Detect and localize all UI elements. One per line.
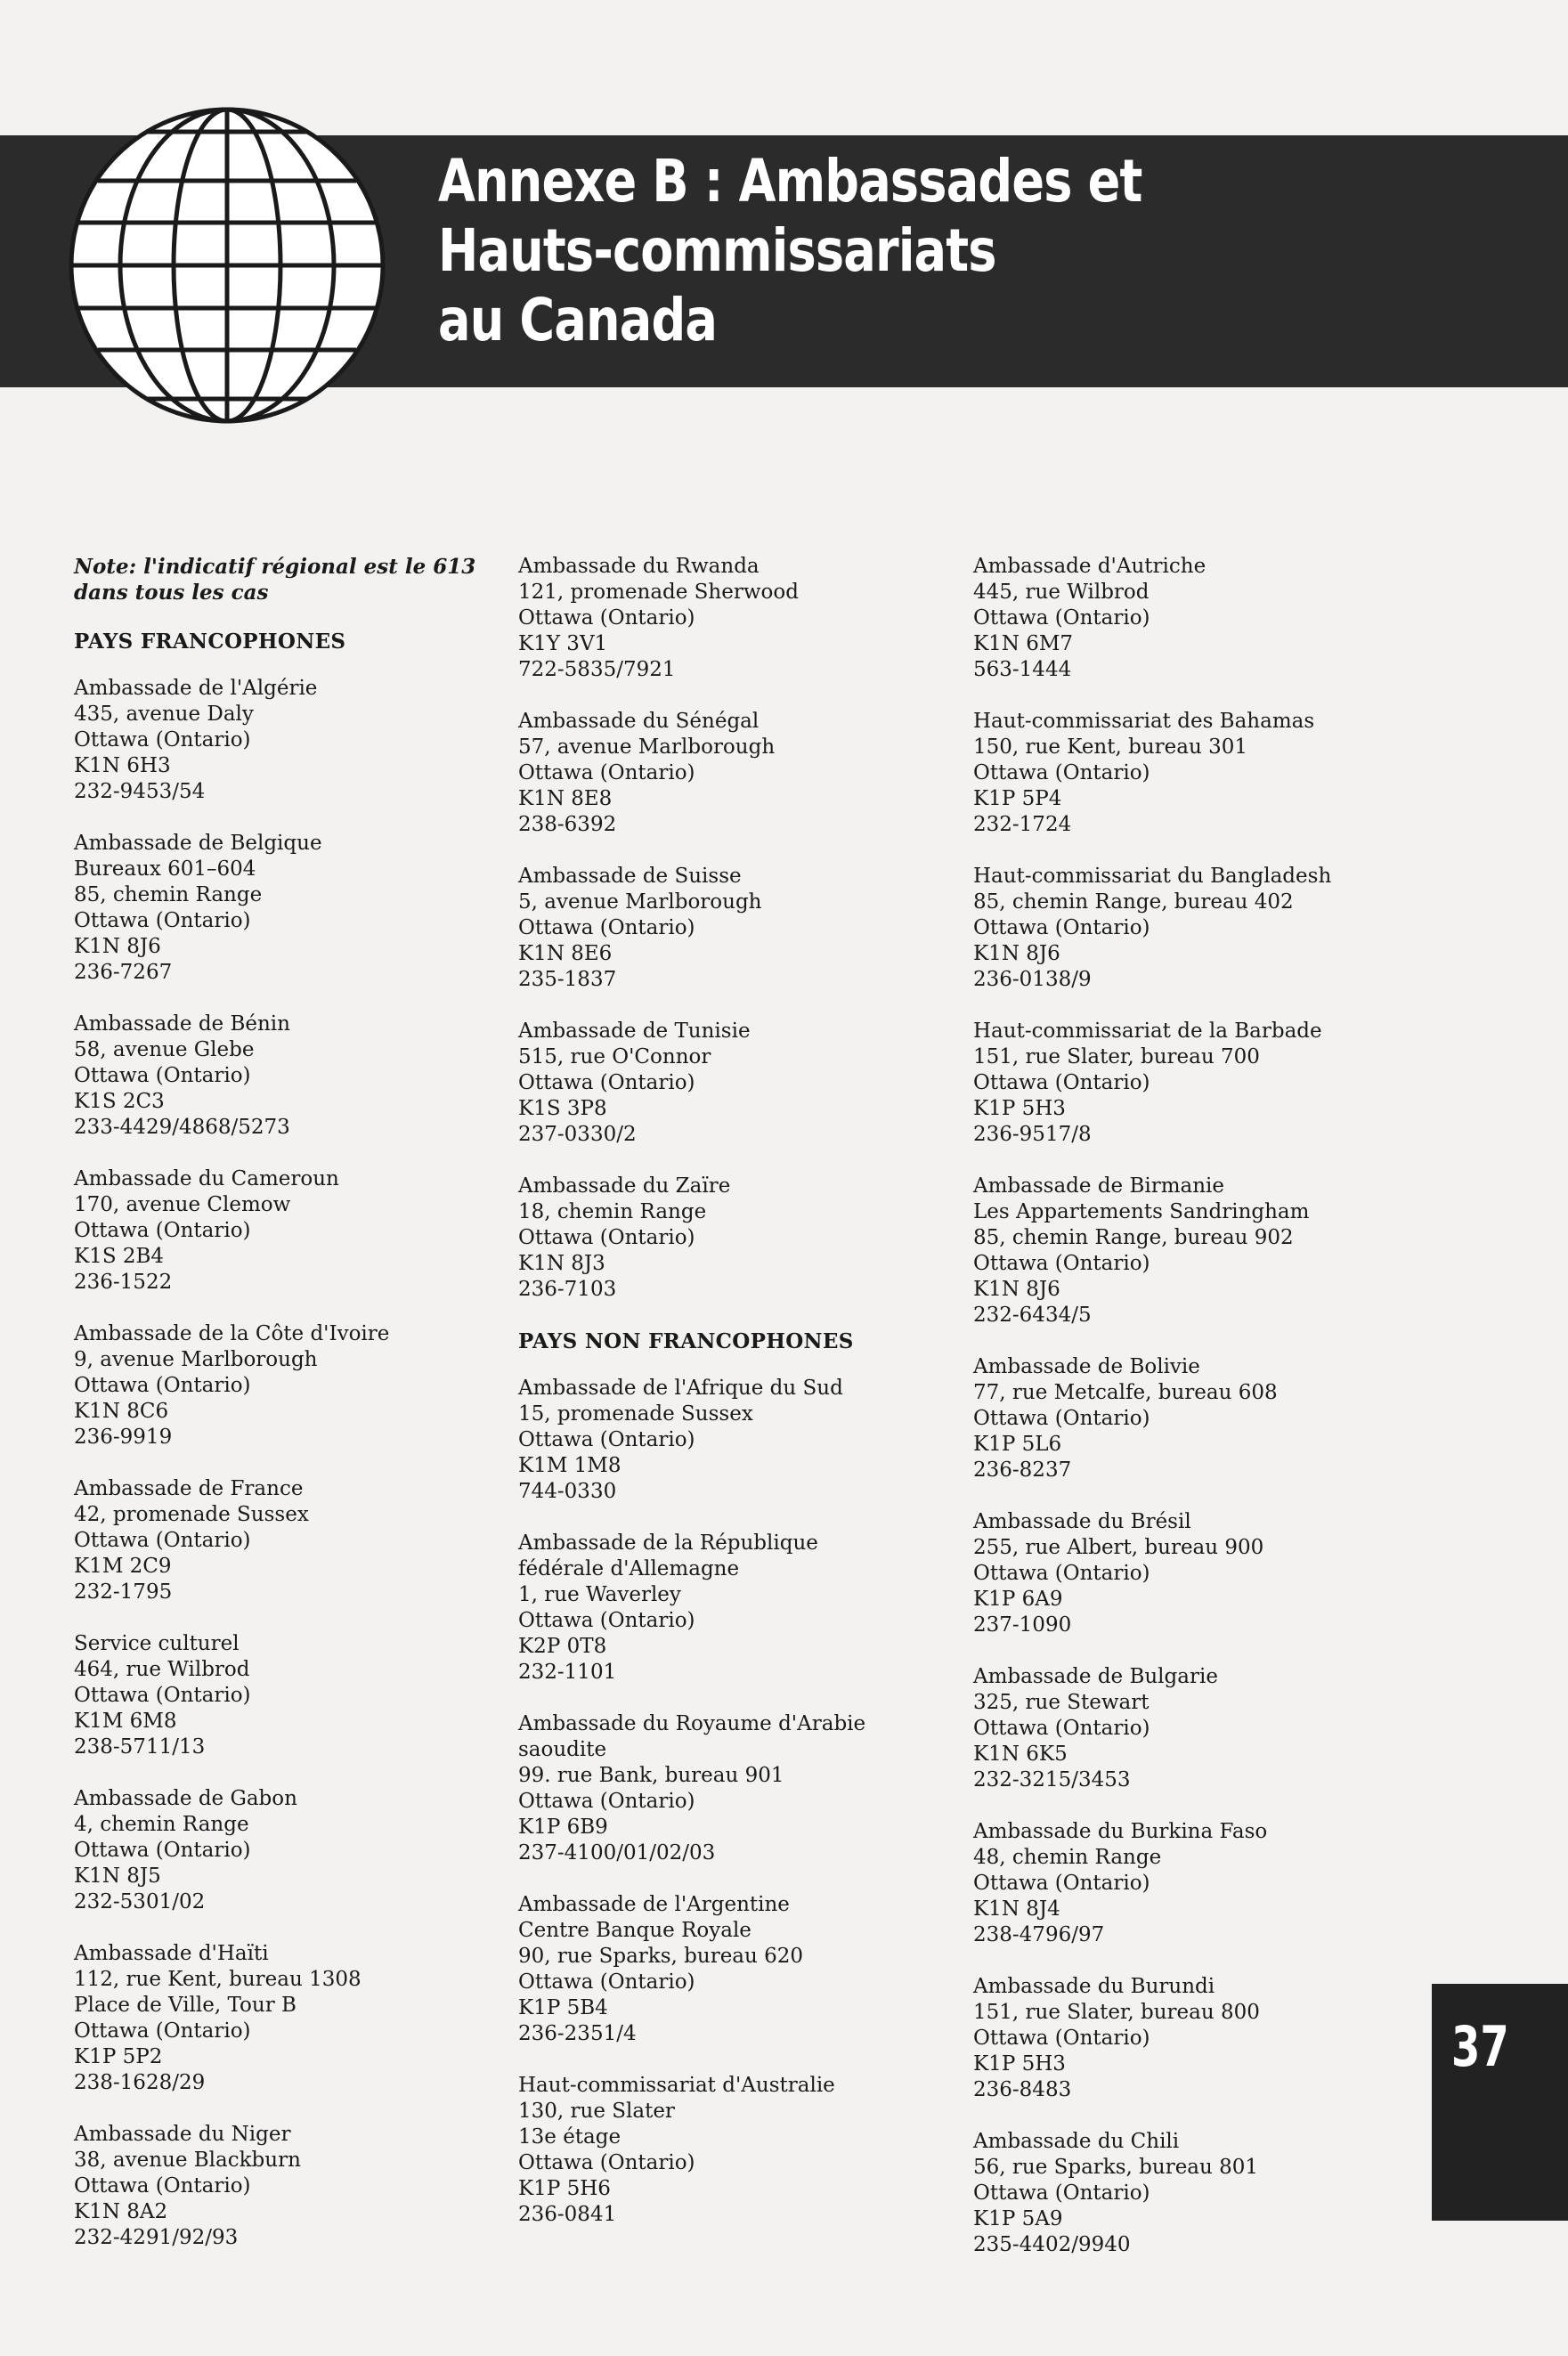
embassy-address-line: K1M 6M8 bbox=[74, 1710, 177, 1733]
list-non-francophones-c bbox=[973, 554, 1436, 2258]
embassy-entry bbox=[518, 1174, 955, 1303]
list-francophones-b bbox=[518, 554, 955, 1303]
embassy-address-line: 236-2351/4 bbox=[518, 2022, 637, 2045]
embassy-entry bbox=[518, 554, 955, 683]
embassy-address-line: 236-0841 bbox=[518, 2203, 617, 2226]
embassy-address-line: Ottawa (Ontario) bbox=[74, 1684, 251, 1707]
column-a bbox=[74, 554, 501, 2277]
embassy-address-line: 232-6434/5 bbox=[973, 1304, 1092, 1327]
embassy-address-line: K1N 8J5 bbox=[74, 1864, 161, 1888]
embassy-address-line: 232-1101 bbox=[518, 1661, 617, 1684]
embassy-name: Ambassade du Burundi bbox=[973, 1975, 1215, 1998]
embassy-address-line: Ottawa (Ontario) bbox=[973, 2181, 1150, 2205]
embassy-entry bbox=[973, 1509, 1436, 1638]
embassy-address-line: 85, chemin Range, bureau 402 bbox=[973, 890, 1294, 914]
embassy-address-line: Ottawa (Ontario) bbox=[518, 1071, 695, 1094]
embassy-address-line: K1P 5H6 bbox=[518, 2177, 611, 2200]
embassy-address-line: 233-4429/4868/5273 bbox=[74, 1116, 290, 1139]
embassy-address-line: Ottawa (Ontario) bbox=[74, 1529, 251, 1552]
embassy-entry bbox=[74, 1941, 501, 2096]
embassy-address-line: 1, rue Waverley bbox=[518, 1583, 681, 1606]
embassy-address-line: Ottawa (Ontario) bbox=[518, 1428, 695, 1451]
embassy-name: Ambassade de Bénin bbox=[74, 1012, 290, 1036]
embassy-address-line: 435, avenue Daly bbox=[74, 703, 254, 726]
embassy-address-line: 77, rue Metcalfe, bureau 608 bbox=[973, 1381, 1278, 1404]
embassy-address-line: Ottawa (Ontario) bbox=[518, 916, 695, 939]
embassy-address-line: Ottawa (Ontario) bbox=[74, 1374, 251, 1397]
embassy-entry bbox=[973, 1174, 1436, 1328]
embassy-address-line: 238-5711/13 bbox=[74, 1735, 206, 1759]
embassy-address-line: K1N 8J3 bbox=[518, 1252, 605, 1275]
embassy-entry bbox=[74, 1011, 501, 1141]
list-francophones-a bbox=[74, 676, 501, 2251]
embassy-address-line: 121, promenade Sherwood bbox=[518, 581, 799, 604]
embassy-address-line: K1N 6H3 bbox=[74, 754, 171, 777]
embassy-entry bbox=[518, 2073, 955, 2228]
embassy-entry bbox=[74, 676, 501, 805]
embassy-entry bbox=[518, 1531, 955, 1686]
embassy-address-line: Ottawa (Ontario) bbox=[74, 2174, 251, 2198]
embassy-address-line: Centre Banque Royale bbox=[518, 1919, 752, 1942]
embassy-address-line: K1S 2B4 bbox=[74, 1245, 165, 1268]
embassy-address-line: Ottawa (Ontario) bbox=[973, 2027, 1150, 2050]
embassy-entry bbox=[973, 1664, 1436, 1793]
embassy-address-line: K1M 2C9 bbox=[74, 1555, 172, 1578]
embassy-name: Ambassade d'Autriche bbox=[973, 555, 1206, 578]
embassy-address-line: 151, rue Slater, bureau 700 bbox=[973, 1045, 1260, 1068]
embassy-address-line: 57, avenue Marlborough bbox=[518, 735, 776, 759]
embassy-entry bbox=[74, 1786, 501, 1915]
note-text: l'indicatif régional est le 613 dans tous les cas bbox=[74, 555, 476, 605]
embassy-name: Ambassade de Gabon bbox=[74, 1787, 297, 1810]
embassy-name: Ambassade de l'Afrique du Sud bbox=[518, 1377, 843, 1400]
embassy-address-line: Ottawa (Ontario) bbox=[973, 1872, 1150, 1895]
embassy-address-line: Bureaux 601–604 bbox=[74, 857, 256, 881]
embassy-address-line: K1S 3P8 bbox=[518, 1097, 607, 1120]
embassy-address-line: Ottawa (Ontario) bbox=[74, 1064, 251, 1087]
embassy-address-line: 445, rue Wilbrod bbox=[973, 581, 1150, 604]
list-non-francophones-b bbox=[518, 1376, 955, 2228]
embassy-name: Ambassade de Suisse bbox=[518, 865, 742, 888]
embassy-name: Ambassade du Cameroun bbox=[74, 1167, 339, 1190]
note-label: Note: bbox=[74, 555, 137, 579]
embassy-address-line: 85, chemin Range bbox=[74, 883, 263, 906]
embassy-address-line: Ottawa (Ontario) bbox=[74, 2019, 251, 2043]
embassy-name: Ambassade de l'Algérie bbox=[74, 677, 318, 700]
embassy-entry bbox=[518, 709, 955, 838]
embassy-name: Ambassade du Rwanda bbox=[518, 555, 760, 578]
embassy-address-line: Ottawa (Ontario) bbox=[973, 1562, 1150, 1585]
embassy-name: Ambassade du Burkina Faso bbox=[973, 1820, 1268, 1843]
embassy-entry bbox=[973, 1354, 1436, 1483]
column-c bbox=[973, 554, 1436, 2284]
embassy-name: Ambassade d'Haïti bbox=[74, 1942, 269, 1965]
embassy-address-line: 232-3215/3453 bbox=[973, 1768, 1131, 1791]
embassy-address-line: 563-1444 bbox=[973, 658, 1072, 681]
embassy-address-line: 232-4291/92/93 bbox=[74, 2226, 239, 2249]
embassy-address-line: Ottawa (Ontario) bbox=[973, 1717, 1150, 1740]
embassy-entry bbox=[74, 1166, 501, 1296]
embassy-address-line: K1N 8E8 bbox=[518, 787, 613, 810]
embassy-name: Ambassade de la République bbox=[518, 1531, 818, 1555]
embassy-address-line: 150, rue Kent, bureau 301 bbox=[973, 735, 1247, 759]
embassy-address-line: Ottawa (Ontario) bbox=[973, 1407, 1150, 1430]
embassy-address-line: 235-1837 bbox=[518, 968, 617, 991]
embassy-address-line: 232-5301/02 bbox=[74, 1890, 206, 1913]
embassy-entry bbox=[973, 864, 1436, 993]
embassy-address-line: 238-1628/29 bbox=[74, 2071, 206, 2094]
embassy-address-line: K2P 0T8 bbox=[518, 1635, 607, 1658]
embassy-name: Ambassade de Belgique bbox=[74, 832, 322, 855]
embassy-address-line: 42, promenade Sussex bbox=[74, 1503, 309, 1526]
embassy-address-line: Ottawa (Ontario) bbox=[973, 606, 1150, 630]
embassy-address-line: 85, chemin Range, bureau 902 bbox=[973, 1226, 1294, 1249]
embassy-address-line: K1N 8J6 bbox=[973, 1278, 1060, 1301]
embassy-entry bbox=[74, 1631, 501, 1760]
embassy-address-line: 170, avenue Clemow bbox=[74, 1193, 291, 1216]
embassy-name: Ambassade du Sénégal bbox=[518, 710, 760, 733]
embassy-address-line: Ottawa (Ontario) bbox=[973, 916, 1150, 939]
embassy-address-line: Ottawa (Ontario) bbox=[74, 909, 251, 932]
embassy-address-line: 130, rue Slater bbox=[518, 2100, 675, 2123]
embassy-address-line: Ottawa (Ontario) bbox=[518, 606, 695, 630]
embassy-address-line: 236-7103 bbox=[518, 1278, 617, 1301]
embassy-address-line: K1N 8E6 bbox=[518, 942, 613, 965]
embassy-address-line: 99. rue Bank, bureau 901 bbox=[518, 1764, 784, 1787]
embassy-address-line: 112, rue Kent, bureau 1308 bbox=[74, 1968, 362, 1991]
embassy-address-line: 38, avenue Blackburn bbox=[74, 2149, 301, 2172]
embassy-address-line: 4, chemin Range bbox=[74, 1813, 249, 1836]
title-line-3: au Canada bbox=[438, 286, 718, 354]
embassy-address-line: Les Appartements Sandringham bbox=[973, 1200, 1310, 1223]
embassy-entry bbox=[973, 1974, 1436, 2103]
embassy-entry bbox=[518, 864, 955, 993]
embassy-name: Ambassade du Royaume d'Arabie bbox=[518, 1712, 866, 1735]
embassy-name: Ambassade de Bulgarie bbox=[973, 1665, 1218, 1688]
embassy-address-line: Ottawa (Ontario) bbox=[973, 761, 1150, 784]
embassy-address-line: K1Y 3V1 bbox=[518, 632, 608, 655]
embassy-name: Haut-commissariat d'Australie bbox=[518, 2074, 835, 2097]
embassy-address-line: Ottawa (Ontario) bbox=[518, 761, 695, 784]
embassy-address-line: 18, chemin Range bbox=[518, 1200, 707, 1223]
embassy-address-line: K1N 8J4 bbox=[973, 1897, 1060, 1921]
embassy-entry bbox=[518, 1019, 955, 1148]
heading-non-francophones: PAYS NON FRANCOPHONES bbox=[518, 1329, 854, 1353]
title-line-2: Hauts-commissariats bbox=[438, 216, 996, 285]
embassy-address-line: 235-4402/9940 bbox=[973, 2233, 1131, 2256]
embassy-address-line: K1P 5L6 bbox=[973, 1433, 1062, 1456]
embassy-address-line: 236-0138/9 bbox=[973, 968, 1092, 991]
embassy-address-line: 232-9453/54 bbox=[74, 780, 206, 803]
embassy-address-line: 90, rue Sparks, bureau 620 bbox=[518, 1945, 804, 1968]
embassy-address-line: 236-9517/8 bbox=[973, 1123, 1092, 1146]
embassy-address-line: K1P 5H3 bbox=[973, 1097, 1066, 1120]
embassy-address-line: K1N 8J6 bbox=[74, 935, 161, 958]
embassy-entry bbox=[518, 1892, 955, 2047]
title-line-1: Annexe B : Ambassades et bbox=[438, 147, 1142, 215]
embassy-address-line: Ottawa (Ontario) bbox=[74, 1839, 251, 1862]
embassy-name: Ambassade du Chili bbox=[973, 2130, 1180, 2153]
embassy-name: Ambassade du Zaïre bbox=[518, 1174, 731, 1198]
embassy-entry bbox=[518, 1376, 955, 1505]
globe-icon bbox=[62, 69, 392, 461]
embassy-address-line: Ottawa (Ontario) bbox=[518, 1226, 695, 1249]
embassy-address-line: 15, promenade Sussex bbox=[518, 1402, 753, 1426]
embassy-address-line: Ottawa (Ontario) bbox=[518, 1609, 695, 1632]
embassy-address-line: 232-1795 bbox=[74, 1580, 173, 1604]
embassy-address-line: 722-5835/7921 bbox=[518, 658, 676, 681]
embassy-address-line: 236-7267 bbox=[74, 961, 173, 984]
embassy-entry bbox=[74, 1321, 501, 1450]
embassy-address-line: K1P 6B9 bbox=[518, 1816, 608, 1839]
embassy-address-line: 236-8237 bbox=[973, 1458, 1072, 1482]
embassy-address-line: 237-4100/01/02/03 bbox=[518, 1841, 716, 1864]
embassy-name: Ambassade de l'Argentine bbox=[518, 1893, 790, 1916]
embassy-name: Ambassade de Bolivie bbox=[973, 1355, 1200, 1378]
embassy-name: Haut-commissariat du Bangladesh bbox=[973, 865, 1332, 888]
embassy-address-line: Ottawa (Ontario) bbox=[518, 1790, 695, 1813]
embassy-address-line: 236-8483 bbox=[973, 2078, 1072, 2101]
embassy-address-line: 13e étage bbox=[518, 2125, 622, 2149]
embassy-name: Haut-commissariat de la Barbade bbox=[973, 1020, 1322, 1043]
embassy-address-line: 236-1522 bbox=[74, 1271, 173, 1294]
embassy-name: Ambassade de Birmanie bbox=[973, 1174, 1225, 1198]
embassy-address-line: K1P 5A9 bbox=[973, 2207, 1063, 2230]
embassy-entry bbox=[973, 2129, 1436, 2258]
embassy-address-line: 232-1724 bbox=[973, 813, 1072, 836]
embassy-name: Ambassade du Brésil bbox=[973, 1510, 1191, 1533]
heading-francophones: PAYS FRANCOPHONES bbox=[74, 630, 346, 654]
embassy-entry bbox=[973, 709, 1436, 838]
embassy-address-line: K1S 2C3 bbox=[74, 1090, 165, 1113]
embassy-name: Ambassade du Niger bbox=[74, 2123, 291, 2146]
embassy-address-line: 744-0330 bbox=[518, 1480, 617, 1503]
embassy-address-line: K1P 5H3 bbox=[973, 2052, 1066, 2076]
embassy-address-line: fédérale d'Allemagne bbox=[518, 1557, 740, 1580]
embassy-address-line: Ottawa (Ontario) bbox=[973, 1252, 1150, 1275]
embassy-address-line: K1N 8A2 bbox=[74, 2200, 168, 2223]
embassy-address-line: 325, rue Stewart bbox=[973, 1691, 1150, 1714]
embassy-address-line: K1P 5B4 bbox=[518, 1996, 608, 2019]
embassy-entry bbox=[74, 1476, 501, 1605]
embassy-entry bbox=[518, 1711, 955, 1866]
embassy-address-line: K1N 6M7 bbox=[973, 632, 1074, 655]
embassy-address-line: 515, rue O'Connor bbox=[518, 1045, 711, 1068]
embassy-entry bbox=[74, 831, 501, 986]
embassy-entry bbox=[973, 1019, 1436, 1148]
embassy-name: Ambassade de Tunisie bbox=[518, 1020, 751, 1043]
embassy-name: Ambassade de France bbox=[74, 1477, 304, 1500]
embassy-entry bbox=[973, 1819, 1436, 1948]
embassy-name: Service culturel bbox=[74, 1632, 240, 1655]
embassy-name: Haut-commissariat des Bahamas bbox=[973, 710, 1315, 733]
embassy-address-line: Place de Ville, Tour B bbox=[74, 1994, 297, 2017]
embassy-entry bbox=[973, 554, 1436, 683]
embassy-address-line: K1P 5P4 bbox=[973, 787, 1062, 810]
embassy-name: Ambassade de la Côte d'Ivoire bbox=[74, 1322, 390, 1345]
embassy-entry bbox=[74, 2122, 501, 2251]
embassy-address-line: K1N 8C6 bbox=[74, 1400, 169, 1423]
embassy-address-line: Ottawa (Ontario) bbox=[518, 2151, 695, 2174]
embassy-address-line: 237-1090 bbox=[973, 1613, 1072, 1637]
embassy-address-line: 56, rue Sparks, bureau 801 bbox=[973, 2156, 1259, 2179]
embassy-address-line: saoudite bbox=[518, 1738, 607, 1761]
page-number: 37 bbox=[1451, 2014, 1509, 2079]
embassy-address-line: 464, rue Wilbrod bbox=[74, 1658, 250, 1681]
embassy-address-line: 151, rue Slater, bureau 800 bbox=[973, 2001, 1260, 2024]
embassy-address-line: Ottawa (Ontario) bbox=[518, 1970, 695, 1994]
embassy-address-line: 9, avenue Marlborough bbox=[74, 1348, 318, 1371]
embassy-address-line: 238-4796/97 bbox=[973, 1923, 1105, 1946]
embassy-address-line: K1M 1M8 bbox=[518, 1454, 622, 1477]
embassy-address-line: Ottawa (Ontario) bbox=[973, 1071, 1150, 1094]
embassy-address-line: K1N 6K5 bbox=[973, 1743, 1068, 1766]
embassy-address-line: 238-6392 bbox=[518, 813, 617, 836]
embassy-address-line: 48, chemin Range bbox=[973, 1846, 1162, 1869]
note bbox=[74, 554, 501, 605]
column-b bbox=[518, 554, 955, 2254]
embassy-address-line: 58, avenue Glebe bbox=[74, 1038, 255, 1061]
embassy-address-line: 255, rue Albert, bureau 900 bbox=[973, 1536, 1264, 1559]
embassy-address-line: 237-0330/2 bbox=[518, 1123, 637, 1146]
embassy-address-line: Ottawa (Ontario) bbox=[74, 1219, 251, 1242]
embassy-address-line: Ottawa (Ontario) bbox=[74, 728, 251, 751]
embassy-address-line: K1P 5P2 bbox=[74, 2045, 163, 2068]
embassy-address-line: K1P 6A9 bbox=[973, 1588, 1063, 1611]
embassy-address-line: K1N 8J6 bbox=[973, 942, 1060, 965]
embassy-address-line: 5, avenue Marlborough bbox=[518, 890, 762, 914]
embassy-address-line: 236-9919 bbox=[74, 1426, 173, 1449]
page-title bbox=[438, 147, 1351, 355]
